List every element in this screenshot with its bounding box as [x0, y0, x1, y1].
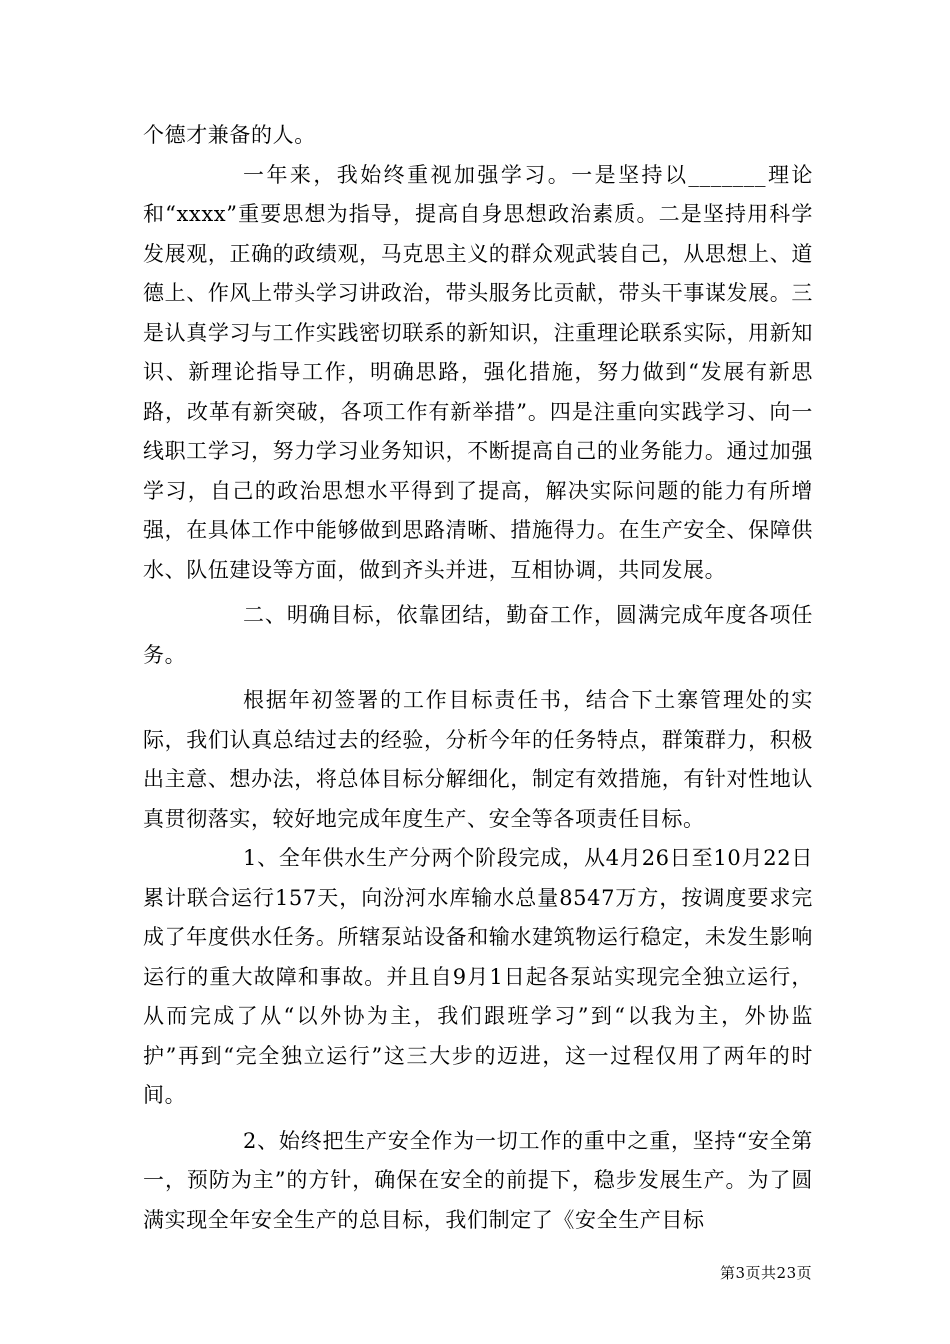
paragraph-targets: 根据年初签署的工作目标责任书，结合下土寨管理处的实际，我们认真总结过去的经验，分析今年的任务特点，群策群力，积极出主意、想办法，将总体目标分解细化，制定有效措施，有针对性地认真贯彻落实，较好地完成年度生产、安全等各项责任目标。: [143, 688, 813, 831]
paragraph-safety: 2、始终把生产安全作为一切工作的重中之重，坚持“安全第一，预防为主”的方针，确保在安全的前提下，稳步发展生产。为了圆满实现全年安全生产的总目标，我们制定了《安全生产目标: [143, 1128, 813, 1232]
page-number-footer: 第3页共23页: [720, 1264, 813, 1282]
paragraph-water-supply: 1、全年供水生产分两个阶段完成，从4月26日至10月22日累计联合运行157天，向汾河水库输水总量8547万方，按调度要求完成了年度供水任务。所辖泵站设备和输水建筑物运行稳定，未发生影响运行的重大故障和事故。并且自9月1日起各泵站实现完全独立运行，从而完成了从“以外协为主，我们跟班学习”到“以我为主，外协监护”再到“完全独立运行”这三大步的迈进，这一过程仅用了两年的时间。: [143, 846, 813, 1107]
paragraph-continuation: 个德才兼备的人。: [143, 123, 316, 147]
paragraph-study: 一年来，我始终重视加强学习。一是坚持以_______理论和“xxxx”重要思想为指导，提高自身思想政治素质。二是坚持用科学发展观，正确的政绩观，马克思主义的群众观武装自己，从思想上、道德上、作风上带头学习讲政治，带头服务比贡献，带头干事谋发展。三是认真学习与工作实践密切联系的新知识，注重理论联系实际，用新知识、新理论指导工作，明确思路，强化措施，努力做到“发展有新思路，改革有新突破，各项工作有新举措”。四是注重向实践学习、向一线职工学习，努力学习业务知识，不断提高自己的业务能力。通过加强学习，自己的政治思想水平得到了提高，解决实际问题的能力有所增强，在具体工作中能够做到思路清晰、措施得力。在生产安全、保障供水、队伍建设等方面，做到齐头并进，互相协调，共同发展。: [143, 162, 813, 582]
section-heading-goals: 二、明确目标，依靠团结，勤奋工作，圆满完成年度各项任务。: [143, 603, 813, 667]
document-body: [143, 116, 813, 1240]
